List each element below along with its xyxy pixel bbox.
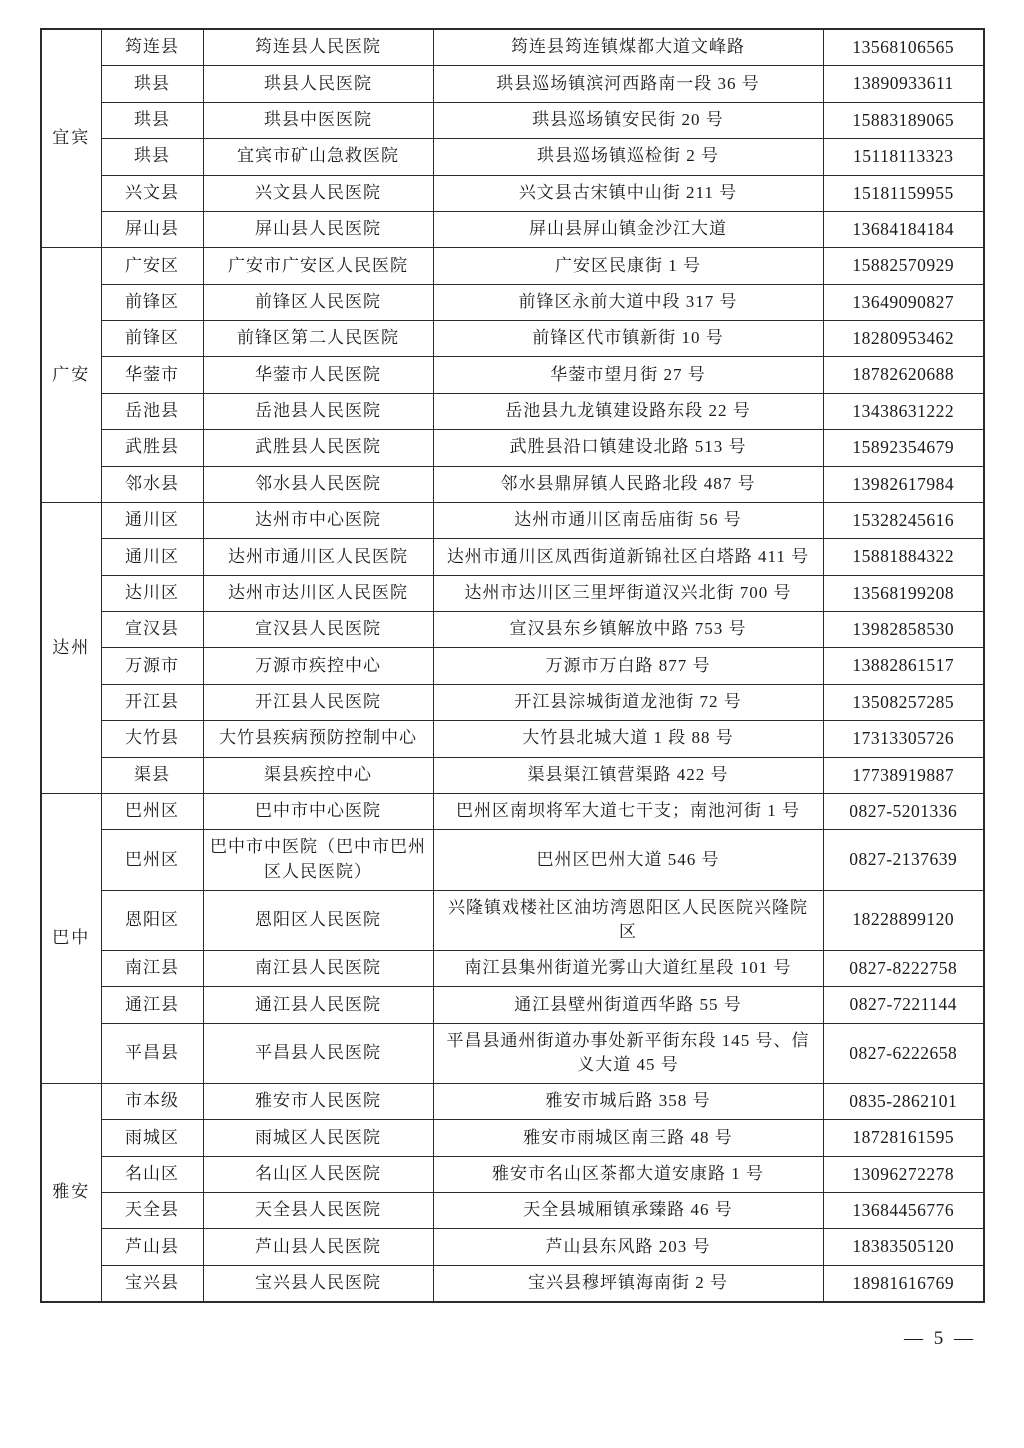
table-row bbox=[41, 248, 984, 284]
hospital-cell: 邻水县人民医院 bbox=[203, 466, 433, 502]
table-row bbox=[41, 321, 984, 357]
county-cell: 平昌县 bbox=[101, 1023, 203, 1083]
table-row bbox=[41, 890, 984, 950]
table-row bbox=[41, 102, 984, 138]
phone-cell: 18228899120 bbox=[823, 890, 984, 950]
hospital-cell: 万源市疾控中心 bbox=[203, 648, 433, 684]
county-cell: 恩阳区 bbox=[101, 890, 203, 950]
county-cell: 珙县 bbox=[101, 66, 203, 102]
table-row bbox=[41, 1265, 984, 1302]
hospital-cell: 巴中市中心医院 bbox=[203, 793, 433, 829]
city-cell: 宜宾 bbox=[41, 29, 101, 248]
hospital-cell: 达州市中心医院 bbox=[203, 502, 433, 538]
county-cell: 宣汉县 bbox=[101, 612, 203, 648]
city-cell: 广安 bbox=[41, 248, 101, 503]
hospital-cell: 筠连县人民医院 bbox=[203, 29, 433, 66]
hospital-cell: 芦山县人民医院 bbox=[203, 1229, 433, 1265]
hospital-cell: 达州市通川区人民医院 bbox=[203, 539, 433, 575]
phone-cell: 0827-6222658 bbox=[823, 1023, 984, 1083]
county-cell: 筠连县 bbox=[101, 29, 203, 66]
phone-cell: 18280953462 bbox=[823, 321, 984, 357]
address-cell: 兴文县古宋镇中山街 211 号 bbox=[433, 175, 823, 211]
county-cell: 广安区 bbox=[101, 248, 203, 284]
hospital-cell: 华蓥市人民医院 bbox=[203, 357, 433, 393]
hospital-cell: 平昌县人民医院 bbox=[203, 1023, 433, 1083]
hospital-cell: 名山区人民医院 bbox=[203, 1156, 433, 1192]
table-row bbox=[41, 139, 984, 175]
phone-cell: 13982617984 bbox=[823, 466, 984, 502]
phone-cell: 15892354679 bbox=[823, 430, 984, 466]
address-cell: 万源市万白路 877 号 bbox=[433, 648, 823, 684]
address-cell: 珙县巡场镇巡检街 2 号 bbox=[433, 139, 823, 175]
hospital-cell: 通江县人民医院 bbox=[203, 987, 433, 1023]
hospital-cell: 岳池县人民医院 bbox=[203, 393, 433, 429]
table-row bbox=[41, 466, 984, 502]
phone-cell: 15882570929 bbox=[823, 248, 984, 284]
table-row bbox=[41, 987, 984, 1023]
address-cell: 前锋区永前大道中段 317 号 bbox=[433, 284, 823, 320]
phone-cell: 18728161595 bbox=[823, 1120, 984, 1156]
address-cell: 宝兴县穆坪镇海南街 2 号 bbox=[433, 1265, 823, 1302]
table-row bbox=[41, 1192, 984, 1228]
address-cell: 达州市通川区凤西街道新锦社区白塔路 411 号 bbox=[433, 539, 823, 575]
county-cell: 开江县 bbox=[101, 684, 203, 720]
table-row bbox=[41, 175, 984, 211]
county-cell: 渠县 bbox=[101, 757, 203, 793]
hospital-cell: 天全县人民医院 bbox=[203, 1192, 433, 1228]
address-cell: 芦山县东风路 203 号 bbox=[433, 1229, 823, 1265]
county-cell: 芦山县 bbox=[101, 1229, 203, 1265]
county-cell: 华蓥市 bbox=[101, 357, 203, 393]
phone-cell: 0827-8222758 bbox=[823, 950, 984, 986]
county-cell: 巴州区 bbox=[101, 793, 203, 829]
table-row bbox=[41, 1083, 984, 1119]
hospital-cell: 屏山县人民医院 bbox=[203, 211, 433, 247]
phone-cell: 15118113323 bbox=[823, 139, 984, 175]
hospital-cell: 兴文县人民医院 bbox=[203, 175, 433, 211]
phone-cell: 0827-7221144 bbox=[823, 987, 984, 1023]
county-cell: 珙县 bbox=[101, 139, 203, 175]
address-cell: 通江县壁州街道西华路 55 号 bbox=[433, 987, 823, 1023]
hospital-cell: 开江县人民医院 bbox=[203, 684, 433, 720]
table-row bbox=[41, 357, 984, 393]
phone-cell: 13096272278 bbox=[823, 1156, 984, 1192]
address-cell: 南江县集州街道光雾山大道红星段 101 号 bbox=[433, 950, 823, 986]
phone-cell: 0827-5201336 bbox=[823, 793, 984, 829]
address-cell: 华蓥市望月街 27 号 bbox=[433, 357, 823, 393]
address-cell: 开江县淙城街道龙池街 72 号 bbox=[433, 684, 823, 720]
county-cell: 巴州区 bbox=[101, 830, 203, 890]
address-cell: 珙县巡场镇安民街 20 号 bbox=[433, 102, 823, 138]
table-row bbox=[41, 648, 984, 684]
phone-cell: 15328245616 bbox=[823, 502, 984, 538]
hospital-cell: 南江县人民医院 bbox=[203, 950, 433, 986]
county-cell: 达川区 bbox=[101, 575, 203, 611]
address-cell: 宣汉县东乡镇解放中路 753 号 bbox=[433, 612, 823, 648]
address-cell: 达州市达川区三里坪街道汉兴北街 700 号 bbox=[433, 575, 823, 611]
table-row bbox=[41, 793, 984, 829]
address-cell: 巴州区巴州大道 546 号 bbox=[433, 830, 823, 890]
hospital-cell: 前锋区第二人民医院 bbox=[203, 321, 433, 357]
phone-cell: 13882861517 bbox=[823, 648, 984, 684]
county-cell: 宝兴县 bbox=[101, 1265, 203, 1302]
address-cell: 雅安市城后路 358 号 bbox=[433, 1083, 823, 1119]
address-cell: 大竹县北城大道 1 段 88 号 bbox=[433, 721, 823, 757]
county-cell: 邻水县 bbox=[101, 466, 203, 502]
hospital-cell: 宣汉县人民医院 bbox=[203, 612, 433, 648]
address-cell: 达州市通川区南岳庙街 56 号 bbox=[433, 502, 823, 538]
county-cell: 通川区 bbox=[101, 502, 203, 538]
address-cell: 武胜县沿口镇建设北路 513 号 bbox=[433, 430, 823, 466]
county-cell: 大竹县 bbox=[101, 721, 203, 757]
table-row bbox=[41, 575, 984, 611]
hospital-cell: 广安市广安区人民医院 bbox=[203, 248, 433, 284]
phone-cell: 13684184184 bbox=[823, 211, 984, 247]
table-row bbox=[41, 830, 984, 890]
county-cell: 岳池县 bbox=[101, 393, 203, 429]
hospital-cell: 雨城区人民医院 bbox=[203, 1120, 433, 1156]
hospital-cell: 前锋区人民医院 bbox=[203, 284, 433, 320]
address-cell: 兴隆镇戏楼社区油坊湾恩阳区人民医院兴隆院区 bbox=[433, 890, 823, 950]
phone-cell: 18383505120 bbox=[823, 1229, 984, 1265]
phone-cell: 15181159955 bbox=[823, 175, 984, 211]
phone-cell: 13649090827 bbox=[823, 284, 984, 320]
table-row bbox=[41, 950, 984, 986]
address-cell: 巴州区南坝将军大道七干支；南池河街 1 号 bbox=[433, 793, 823, 829]
county-cell: 前锋区 bbox=[101, 321, 203, 357]
table-row bbox=[41, 1023, 984, 1083]
hospital-cell: 渠县疾控中心 bbox=[203, 757, 433, 793]
table-row bbox=[41, 539, 984, 575]
address-cell: 雅安市名山区茶都大道安康路 1 号 bbox=[433, 1156, 823, 1192]
hospital-cell: 宝兴县人民医院 bbox=[203, 1265, 433, 1302]
hospital-contact-table bbox=[40, 28, 985, 1303]
hospital-cell: 达州市达川区人民医院 bbox=[203, 575, 433, 611]
table-row bbox=[41, 612, 984, 648]
phone-cell: 18981616769 bbox=[823, 1265, 984, 1302]
table-row bbox=[41, 721, 984, 757]
phone-cell: 15881884322 bbox=[823, 539, 984, 575]
table-row bbox=[41, 757, 984, 793]
table-row bbox=[41, 502, 984, 538]
table-row bbox=[41, 66, 984, 102]
phone-cell: 13508257285 bbox=[823, 684, 984, 720]
table-row bbox=[41, 1156, 984, 1192]
county-cell: 武胜县 bbox=[101, 430, 203, 466]
address-cell: 筠连县筠连镇煤都大道文峰路 bbox=[433, 29, 823, 66]
county-cell: 市本级 bbox=[101, 1083, 203, 1119]
address-cell: 天全县城厢镇承臻路 46 号 bbox=[433, 1192, 823, 1228]
county-cell: 通川区 bbox=[101, 539, 203, 575]
phone-cell: 13438631222 bbox=[823, 393, 984, 429]
phone-cell: 13684456776 bbox=[823, 1192, 984, 1228]
city-cell: 达州 bbox=[41, 502, 101, 793]
address-cell: 广安区民康街 1 号 bbox=[433, 248, 823, 284]
address-cell: 雅安市雨城区南三路 48 号 bbox=[433, 1120, 823, 1156]
county-cell: 屏山县 bbox=[101, 211, 203, 247]
phone-cell: 17738919887 bbox=[823, 757, 984, 793]
phone-cell: 18782620688 bbox=[823, 357, 984, 393]
address-cell: 屏山县屏山镇金沙江大道 bbox=[433, 211, 823, 247]
address-cell: 前锋区代市镇新街 10 号 bbox=[433, 321, 823, 357]
hospital-cell: 武胜县人民医院 bbox=[203, 430, 433, 466]
table-row bbox=[41, 29, 984, 66]
table-row bbox=[41, 1229, 984, 1265]
phone-cell: 13568199208 bbox=[823, 575, 984, 611]
county-cell: 南江县 bbox=[101, 950, 203, 986]
hospital-cell: 珙县人民医院 bbox=[203, 66, 433, 102]
table-row bbox=[41, 684, 984, 720]
address-cell: 渠县渠江镇营渠路 422 号 bbox=[433, 757, 823, 793]
table-row bbox=[41, 211, 984, 247]
county-cell: 名山区 bbox=[101, 1156, 203, 1192]
county-cell: 天全县 bbox=[101, 1192, 203, 1228]
page-number: — 5 — bbox=[904, 1328, 976, 1349]
city-cell: 巴中 bbox=[41, 793, 101, 1083]
county-cell: 万源市 bbox=[101, 648, 203, 684]
table-row bbox=[41, 393, 984, 429]
phone-cell: 15883189065 bbox=[823, 102, 984, 138]
address-cell: 平昌县通州街道办事处新平街东段 145 号、信义大道 45 号 bbox=[433, 1023, 823, 1083]
phone-cell: 13890933611 bbox=[823, 66, 984, 102]
hospital-cell: 大竹县疾病预防控制中心 bbox=[203, 721, 433, 757]
county-cell: 雨城区 bbox=[101, 1120, 203, 1156]
hospital-cell: 珙县中医医院 bbox=[203, 102, 433, 138]
city-cell: 雅安 bbox=[41, 1083, 101, 1302]
hospital-cell: 宜宾市矿山急救医院 bbox=[203, 139, 433, 175]
table-row bbox=[41, 284, 984, 320]
phone-cell: 13568106565 bbox=[823, 29, 984, 66]
address-cell: 邻水县鼎屏镇人民路北段 487 号 bbox=[433, 466, 823, 502]
table-row bbox=[41, 1120, 984, 1156]
county-cell: 珙县 bbox=[101, 102, 203, 138]
phone-cell: 17313305726 bbox=[823, 721, 984, 757]
address-cell: 岳池县九龙镇建设路东段 22 号 bbox=[433, 393, 823, 429]
county-cell: 兴文县 bbox=[101, 175, 203, 211]
phone-cell: 0827-2137639 bbox=[823, 830, 984, 890]
hospital-cell: 雅安市人民医院 bbox=[203, 1083, 433, 1119]
county-cell: 前锋区 bbox=[101, 284, 203, 320]
hospital-cell: 巴中市中医院（巴中市巴州区人民医院） bbox=[203, 830, 433, 890]
hospital-table-body bbox=[41, 29, 984, 1302]
county-cell: 通江县 bbox=[101, 987, 203, 1023]
address-cell: 珙县巡场镇滨河西路南一段 36 号 bbox=[433, 66, 823, 102]
table-row bbox=[41, 430, 984, 466]
phone-cell: 13982858530 bbox=[823, 612, 984, 648]
phone-cell: 0835-2862101 bbox=[823, 1083, 984, 1119]
hospital-cell: 恩阳区人民医院 bbox=[203, 890, 433, 950]
